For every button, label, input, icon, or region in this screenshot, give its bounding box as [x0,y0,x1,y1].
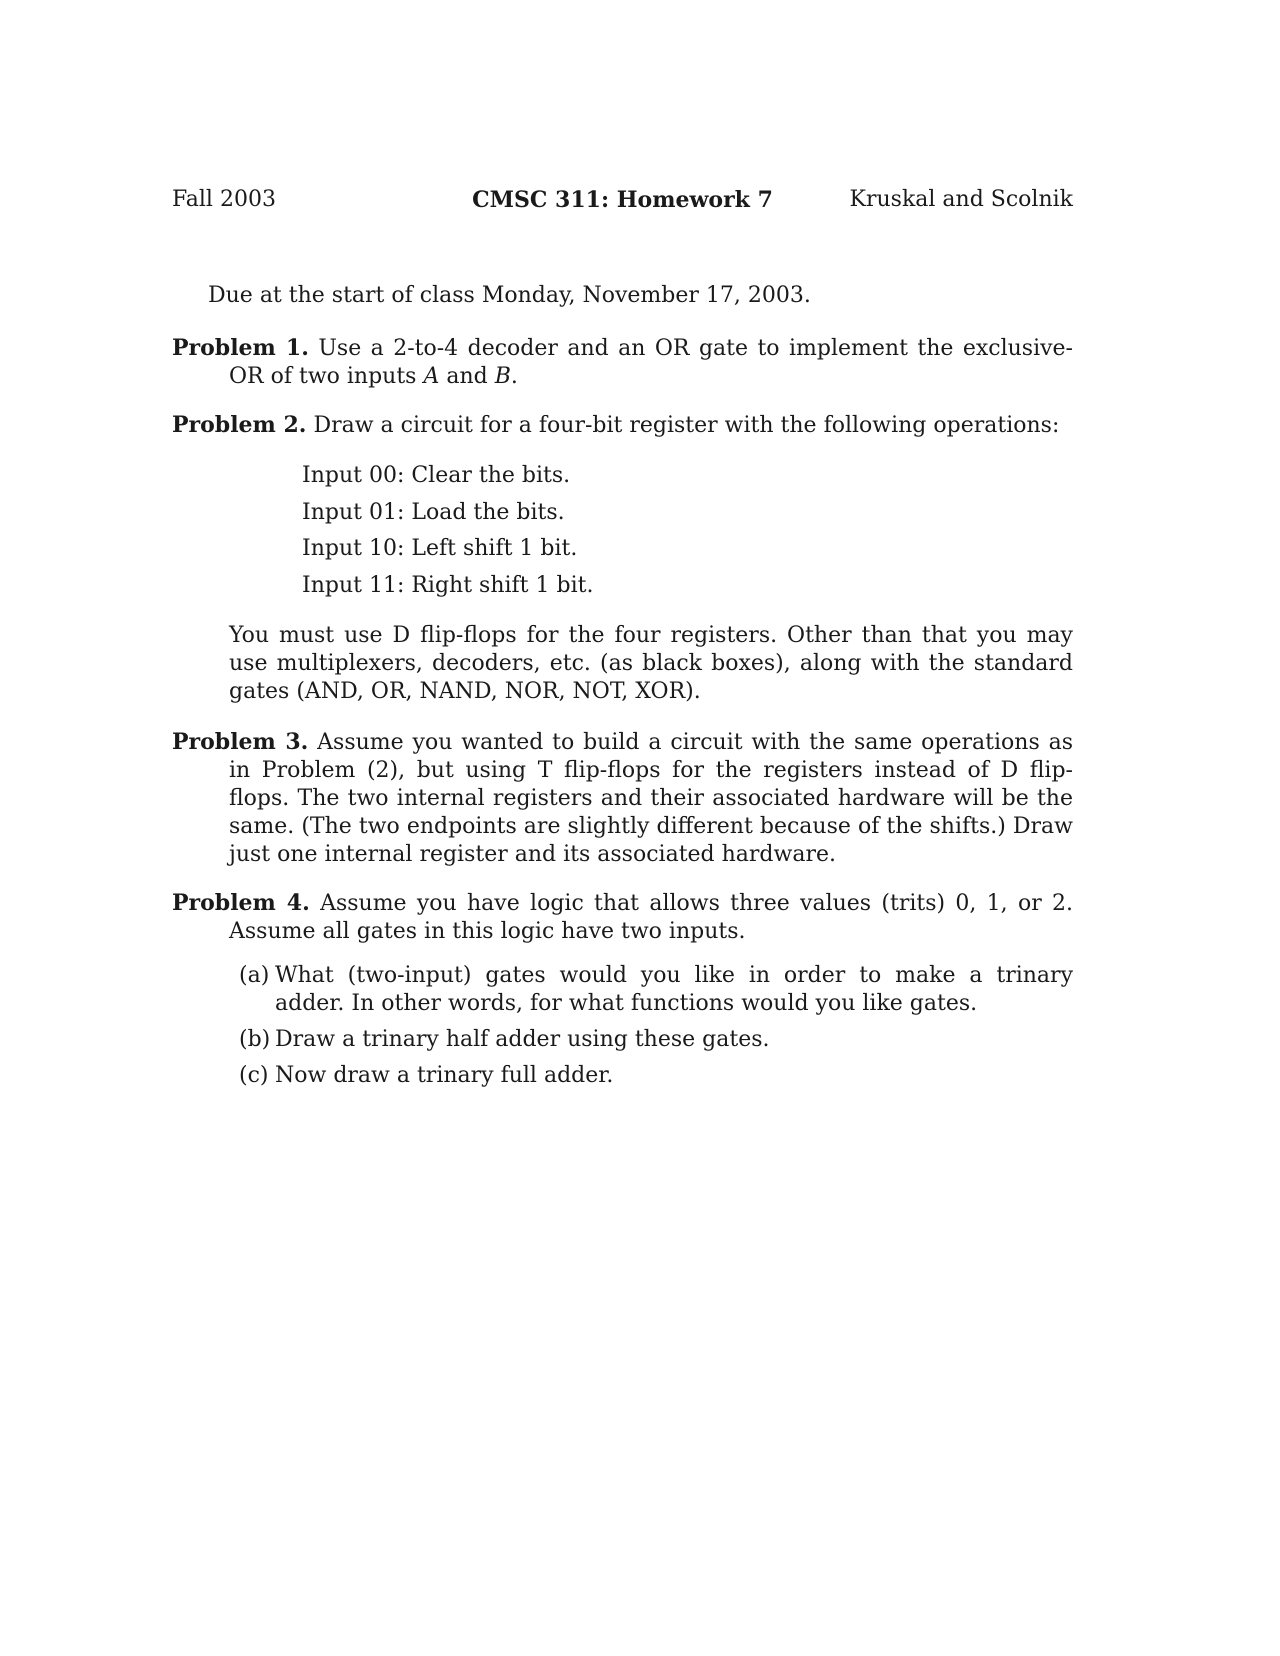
header-semester: Fall 2003 [172,187,276,212]
part-tag: (c) [239,1063,269,1088]
problem-2-note: You must use D flip-flops for the four registers. Other than that you may use multiplexers, decoders, etc. (as black boxes), along with the standard gates (AND, OR, NAND, NOR, NOT, XOR). [229,623,1073,704]
part-tag: (b) [239,1027,271,1052]
list-item [229,1062,1073,1090]
variable-a: A [423,364,440,389]
problem-4 [172,889,1073,1090]
problem-2-text [172,411,1073,440]
problem-4-text [172,889,1073,946]
part-text: What (two-input) gates would you like in order to make a trinary adder. In other words, for what functions would you like gates. [275,963,1073,1016]
page-header [172,187,1073,217]
problem-3-text [172,728,1073,869]
problem-1-label: Problem 1. [172,335,309,361]
problem-3-label: Problem 3. [172,729,309,755]
operation-item: Input 10: Left shift 1 bit. [302,536,578,561]
part-text: Now draw a trinary full adder. [275,1063,614,1088]
operation-item: Input 00: Clear the bits. [302,463,571,488]
problem-2-statement: Draw a circuit for a four-bit register with the following operations: [313,413,1060,438]
list-item [229,962,1073,1018]
problem-1-text-part: Use a 2-to-4 decoder and an OR gate to implement the exclusive-OR of two inputs [229,336,1073,389]
problem-2 [172,411,1073,706]
problem-1-text [172,334,1073,391]
problem-4-label: Problem 4. [172,890,310,916]
list-item [229,1026,1073,1054]
document-body [172,282,1073,1110]
header-authors: Kruskal and Scolnik [849,187,1073,212]
operations-list [302,458,1073,604]
part-text: Draw a trinary half adder using these gates. [275,1027,770,1052]
problem-1 [172,334,1073,391]
problem-4-statement: Assume you have logic that allows three values (trits) 0, 1, or 2. Assume all gates in this logic have two inputs. [229,891,1073,944]
problem-1-text-part: and [439,364,495,389]
operation-item: Input 01: Load the bits. [302,499,565,525]
due-date: Due at the start of class Monday, November 17, 2003. [208,283,811,308]
variable-b: B [494,364,511,389]
header-course-title: CMSC 311: Homework 7 [472,187,773,213]
operation-item: Input 11: Right shift 1 bit. [302,572,594,598]
problem-2-label: Problem 2. [172,412,307,438]
problem-4-parts [229,962,1073,1090]
problem-3 [172,728,1073,869]
problem-1-text-part: . [510,364,518,389]
problem-3-statement: Assume you wanted to build a circuit with the same operations as in Problem (2), but using T flip-flops for the registers instead of D flip-flops. The two internal registers and their associated hardware will be the same. (The two endpoints are slightly different because of the shifts.) Draw just one internal register and its associated hardware. [229,730,1073,867]
part-tag: (a) [239,963,270,988]
